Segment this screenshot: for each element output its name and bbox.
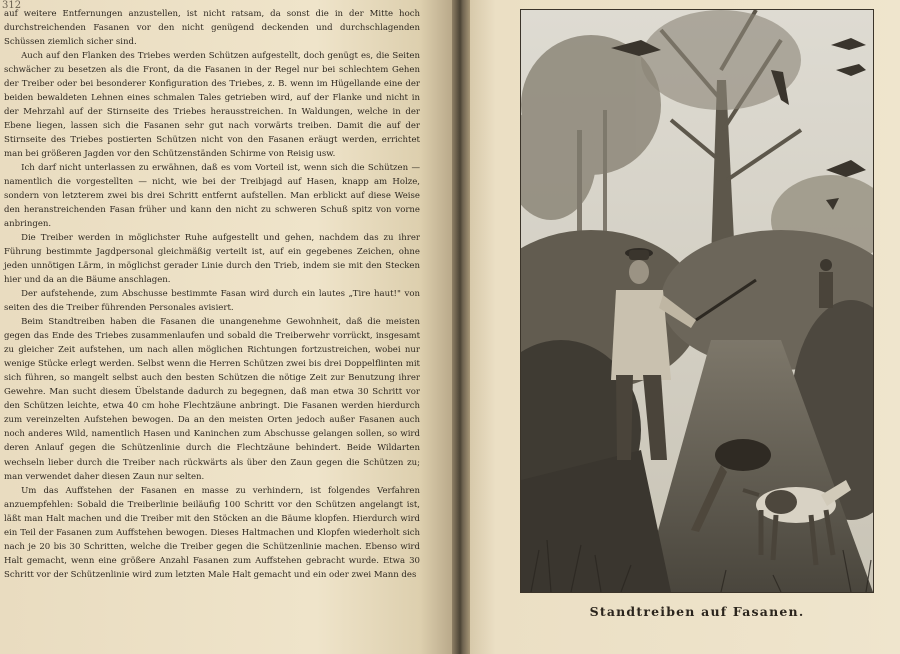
illustration bbox=[521, 10, 873, 592]
beater-figure bbox=[819, 259, 833, 308]
page-number: 312 bbox=[2, 0, 22, 11]
paragraph-2: Auch auf den Flanken des Triebes werden Schützen aufgestellt, doch genügt es, die Seiten schwächer zu besetzen als die Front, da die Fasanen in der Regel nur bei schlechtem Gehen der Treiber oder bei besonderer Konfiguration des Triebes, z. B. wenn im Hügellande eine der beiden bewaldeten Lehnen eines schmalen Tales getrieben wird, auf der Flanke und nicht in der Mehrzahl auf der Stirnseite des Triebes herausstreichen. In Waldungen, welche in der Ebene liegen, lassen sich die Fasanen sehr gut nach vorwärts treiben. Damit die auf der Stirnseite des Triebes postierten Schützen nicht von den Fasanen eräugt werden, errichtet man bei größeren Jagden vor den Schützenständen Schirme von Reisig usw. bbox=[4, 51, 420, 160]
illustration-plate bbox=[520, 9, 874, 593]
paragraph-1: auf weitere Entfernungen anzustellen, ist nicht ratsam, da sonst die in der Mitte hoch durchstreichenden Fasanen vor den nicht genügend deckenden und durchschlagenden Schüssen ziemlich sicher sind. bbox=[4, 9, 420, 48]
paragraph-4: Die Treiber werden in möglichster Ruhe aufgestellt und gehen, nachdem das zu ihrer Führung bestimmte Jagdpersonal gleichmäßig verteilt ist, auf ein gegebenes Zeichen, ohne jeden unnötigen Lärm, in möglichst gerader Linie durch den Trieb, indem sie mit den Stecken hier und da an die Bäume anschlagen. bbox=[4, 233, 420, 286]
paragraph-5: Der aufstehende, zum Abschusse bestimmte Fasan wird durch ein lautes „Tire haut!" von seiten des die Treiber führenden Personales avisiert. bbox=[4, 289, 420, 314]
paragraph-3: Ich darf nicht unterlassen zu erwähnen, daß es vom Vorteil ist, wenn sich die Schützen — namentlich die vorgestellten — nicht, wie bei der Treibjagd auf Hasen, knapp am Holze, sondern von letzterem zwei bis drei Schritt entfernt aufstellen. Man erblickt auf diese Weise den heranstreichenden Fasan früher und kann den nicht zu schweren Schuß spitz von vorne anbringen. bbox=[4, 163, 420, 230]
illustration-caption: Standtreiben auf Fasanen. bbox=[589, 604, 805, 619]
book-gutter bbox=[452, 0, 470, 654]
body-text bbox=[4, 7, 420, 582]
paragraph-7: Um das Auffstehen der Fasanen en masse zu verhindern, ist folgendes Verfahren anzuempfehlen: Sobald die Treiberlinie beiläufig 100 Schritt vor den Schützen angelangt ist, läßt man Halt machen und die Treiber mit den Stöcken an die Bäume klopfen. Hierdurch wird ein Teil der Fasanen zum Auffstehen bewogen. Dieses Haltmachen und Klopfen wiederholt sich nach je 20 bis 30 Schritten, welche die Treiber gegen die Schützenlinie machen. Ebenso wird Halt gemacht, wenn eine größere Anzahl Fasanen zum Auffstehen gebracht wurde. Etwa 30 Schritt vor der Schützenlinie wird zum letzten Male Halt gemacht und ein oder zwei Mann des bbox=[4, 485, 420, 580]
right-page bbox=[470, 0, 900, 654]
paragraph-6: Beim Standtreiben haben die Fasanen die unangenehme Gewohnheit, daß die meisten gegen das Ende des Triebes zusammenlaufen und sobald die Treiberwehr vorrückt, insgesamt zu gleicher Zeit aufstehen, um nach allen möglichen Richtungen fortzustreichen, wobei nur wenige Stücke erlegt werden. Selbst wenn die Herren Schützen zwei bis drei Doppelflinten mit sich führen, so mangelt selbst auch den besten Schützen die nötige Zeit zur Benutzung ihrer Gewehre. Man sucht diesem Übelstande dadurch zu begegnen, daß man etwa 30 Schritt vor den Schützen leichte, etwa 40 cm hohe Flechtzäune anbringt. Die Fasanen werden hierdurch zum vereinzelten Aufstehen bewogen. Da an den meisten Orten jedoch außer Fasanen auch noch anderes Wild, namentlich Hasen und Kaninchen zum Abschusse gelangen sollen, so wird deren Anlauf gegen die Schützenlinie durch die Flechtzäune behindert. Beide Wildarten wechseln lieber durch die Treiber nach rückwärts als über den Zaun gegen die Schützen zu; man verwendet daher diesen Zaun nur selten. bbox=[4, 317, 420, 482]
